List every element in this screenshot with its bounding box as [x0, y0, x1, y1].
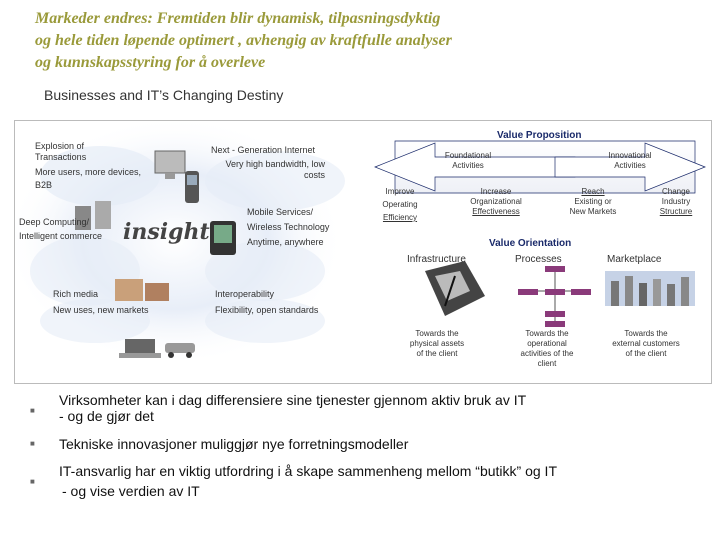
- bullet-2-text: Tekniske innovasjoner muliggjør nye forretningsmodeller: [59, 436, 409, 452]
- tw1-line-3: of the client: [416, 349, 458, 358]
- more-users-label: [35, 167, 141, 191]
- diagram-panel: [14, 120, 712, 384]
- towards-operational-label: [509, 329, 585, 369]
- flexibility-label: Flexibility, open standards: [215, 305, 319, 315]
- laptop-icon: [119, 339, 161, 358]
- change-line-3: Structure: [659, 207, 693, 216]
- bullet-1-line-2: - og de gjør det: [59, 408, 154, 424]
- pda-icon: [210, 221, 236, 255]
- nextgen-label: Next - Generation Internet: [211, 145, 316, 155]
- bullet-marker: ■: [30, 477, 35, 486]
- bullet-1-line-1: Virksomheter kan i dag differensiere sine tjenester gjennom aktiv bruk av IT: [59, 392, 527, 408]
- bandwidth-label: [215, 159, 325, 181]
- interoperability-label: Interoperability: [215, 289, 275, 299]
- towards-external-label: [603, 329, 689, 359]
- tw3-line-2: external customers: [612, 339, 680, 348]
- increase-line-3: Effectiveness: [472, 207, 520, 216]
- more-users-line: More users, more devices,: [35, 167, 142, 177]
- change-line-1: Change: [661, 187, 691, 196]
- value-orientation-title: Value Orientation: [489, 238, 572, 249]
- title-line-1: Markeder endres: Fremtiden blir dynamisk, tilpasningsdyktig: [35, 10, 441, 27]
- innovational-label: [595, 151, 665, 171]
- bullet-marker: ■: [30, 406, 35, 415]
- bandwidth-line-2: costs: [303, 170, 325, 180]
- increase-effectiveness-label: [461, 187, 531, 217]
- bandwidth-line-1: Very high bandwidth, low: [225, 159, 325, 169]
- increase-line-2: Organizational: [470, 197, 522, 206]
- title-line-2: og hele tiden løpende optimert , avhengig av kraftfulle analyser: [35, 32, 452, 49]
- wireless-label: Wireless Technology: [247, 222, 330, 232]
- deep-computing-label: Deep Computing/: [19, 217, 90, 227]
- bullet-marker: ■: [30, 439, 35, 448]
- foundational-line-1: Foundational: [444, 151, 492, 160]
- bullet-text: [59, 392, 679, 424]
- tw2-line-2: operational: [527, 339, 567, 348]
- bullet-3-line-1: IT-ansvarlig har en viktig utfordring i å skape sammenheng mellom “butikk” og IT: [59, 463, 557, 479]
- diagram-subtitle: Businesses and IT’s Changing Destiny: [44, 87, 284, 103]
- bullet-3-line-2: - og vise verdien av IT: [62, 483, 200, 499]
- title-line-3: og kunnskapsstyring for å overleve: [35, 54, 266, 71]
- change-structure-label: [651, 187, 701, 217]
- bullet-text: [59, 463, 699, 499]
- explosion-label: [35, 141, 86, 163]
- tw2-line-1: Towards the: [525, 329, 569, 338]
- value-proposition-title: Value Proposition: [497, 130, 582, 141]
- tw2-line-4: client: [537, 359, 557, 368]
- towards-physical-label: [399, 329, 475, 359]
- slide-title: [35, 8, 695, 74]
- tw1-line-1: Towards the: [415, 329, 459, 338]
- explosion-line-1: Explosion of: [35, 141, 85, 151]
- improve-line-1: Improve: [385, 187, 415, 196]
- tw3-line-1: Towards the: [624, 329, 668, 338]
- marketplace-image: [605, 271, 695, 306]
- new-uses-label: New uses, new markets: [53, 305, 149, 315]
- tw3-line-3: of the client: [625, 349, 667, 358]
- phone-icon: [185, 171, 199, 203]
- innovational-line-1: Innovational: [608, 151, 652, 160]
- innovational-line-2: Activities: [614, 161, 646, 170]
- change-line-2: Industry: [661, 197, 691, 206]
- explosion-line-2: Transactions: [35, 152, 87, 162]
- marketplace-label: Marketplace: [607, 254, 662, 265]
- foundational-line-2: Activities: [452, 161, 484, 170]
- reach-markets-label: [563, 187, 623, 217]
- infrastructure-label: Infrastructure: [407, 254, 466, 265]
- reach-line-2: Existing or: [574, 197, 612, 206]
- increase-line-1: Increase: [480, 187, 512, 196]
- processes-label: Processes: [515, 254, 562, 265]
- anytime-label: Anytime, anywhere: [247, 237, 324, 247]
- improve-efficiency-label: [375, 187, 425, 223]
- intelligent-commerce-label: Intelligent commerce: [19, 231, 103, 241]
- reach-line-1: Reach: [581, 187, 605, 196]
- improve-line-3: Efficiency: [382, 213, 418, 222]
- b2b-line: B2B: [35, 180, 53, 190]
- tw1-line-2: physical assets: [409, 339, 465, 348]
- process-flow-diagram: [518, 266, 591, 327]
- infrastructure-image: [425, 261, 485, 316]
- insight-logo: insight: [123, 219, 210, 245]
- rich-media-label: Rich media: [53, 289, 99, 299]
- reach-line-3: New Markets: [569, 207, 617, 216]
- foundational-label: [433, 151, 503, 171]
- mobile-services-label: Mobile Services/: [247, 207, 314, 217]
- tw2-line-3: activities of the: [520, 349, 574, 358]
- improve-line-2: Operating: [382, 200, 418, 209]
